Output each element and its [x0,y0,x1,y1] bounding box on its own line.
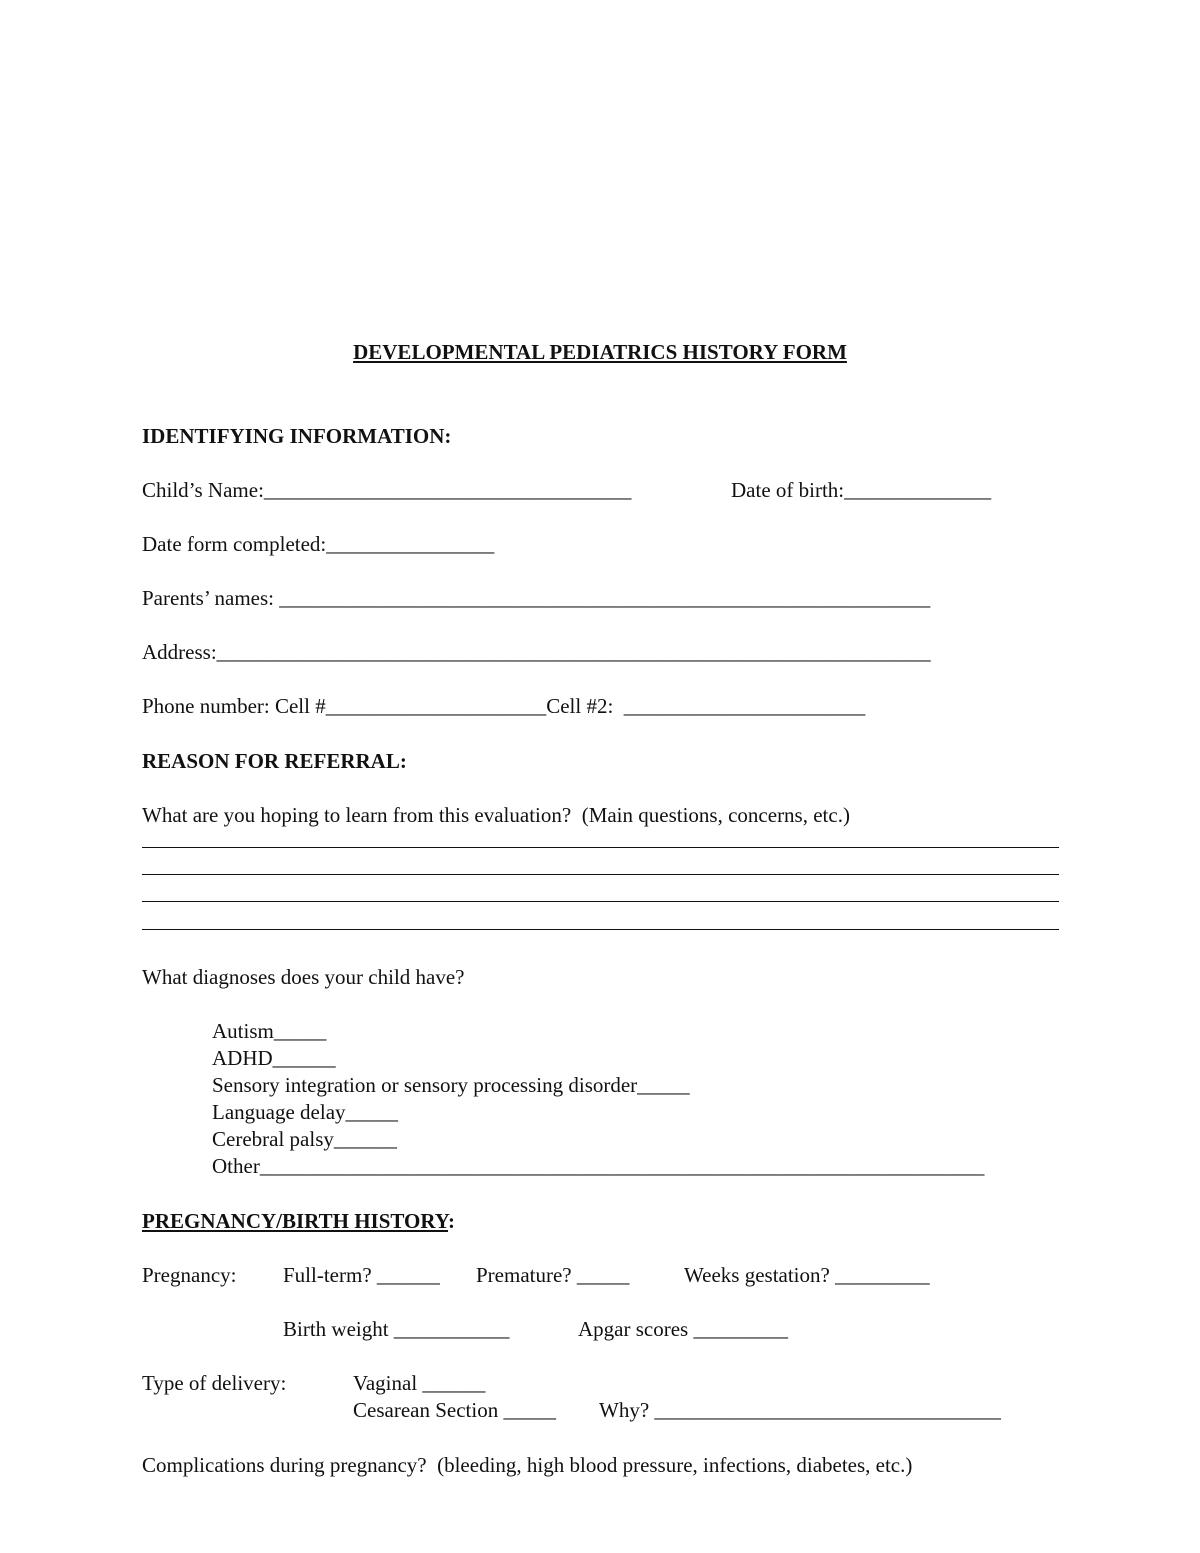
answer-line[interactable] [142,901,1059,902]
diagnosis-autism[interactable]: Autism_____ [212,1019,327,1043]
birth-weight-field[interactable]: Birth weight ___________ [283,1317,510,1341]
child-name-field[interactable]: Child’s Name:___________________________________ [142,478,632,502]
answer-line[interactable] [142,847,1059,848]
pregnancy-birth-history-heading [142,1211,455,1232]
diagnosis-sensory-processing[interactable]: Sensory integration or sensory processing disorder_____ [212,1073,690,1097]
diagnosis-adhd[interactable]: ADHD______ [212,1046,336,1070]
cesarean-section-field[interactable]: Cesarean Section _____ [353,1398,556,1422]
weeks-gestation-field[interactable]: Weeks gestation? _________ [684,1263,930,1287]
pregnancy-heading-text: PREGNANCY/BIRTH HISTORY [142,1209,449,1233]
answer-line[interactable] [142,874,1059,875]
phone-number-field[interactable]: Phone number: Cell #_____________________Cell #2: _______________________ [142,694,866,718]
diagnosis-other[interactable]: Other_____________________________________________________________________ [212,1154,985,1178]
evaluation-question: What are you hoping to learn from this evaluation? (Main questions, concerns, etc.) [142,803,850,827]
answer-line[interactable] [142,929,1059,930]
identifying-information-heading: IDENTIFYING INFORMATION: [142,424,452,448]
diagnosis-cerebral-palsy[interactable]: Cerebral palsy______ [212,1127,397,1151]
premature-field[interactable]: Premature? _____ [476,1263,630,1287]
reason-for-referral-heading: REASON FOR REFERRAL: [142,749,407,773]
apgar-scores-field[interactable]: Apgar scores _________ [578,1317,788,1341]
date-completed-field[interactable]: Date form completed:________________ [142,532,495,556]
vaginal-delivery-field[interactable]: Vaginal ______ [353,1371,486,1395]
parents-names-field[interactable]: Parents’ names: ______________________________________________________________ [142,586,931,610]
delivery-type-label: Type of delivery: [142,1371,287,1395]
pregnancy-label: Pregnancy: [142,1263,237,1287]
date-of-birth-field[interactable]: Date of birth:______________ [731,478,992,502]
address-field[interactable]: Address:____________________________________________________________________ [142,640,931,664]
cesarean-why-field[interactable]: Why? _________________________________ [599,1398,1001,1422]
full-term-field[interactable]: Full-term? ______ [283,1263,440,1287]
pregnancy-heading-colon: : [448,1209,456,1233]
complications-question: Complications during pregnancy? (bleeding, high blood pressure, infections, diabetes, etc.) [142,1453,913,1477]
diagnoses-question: What diagnoses does your child have? [142,965,465,989]
form-title: DEVELOPMENTAL PEDIATRICS HISTORY FORM [353,340,847,364]
diagnosis-language-delay[interactable]: Language delay_____ [212,1100,399,1124]
